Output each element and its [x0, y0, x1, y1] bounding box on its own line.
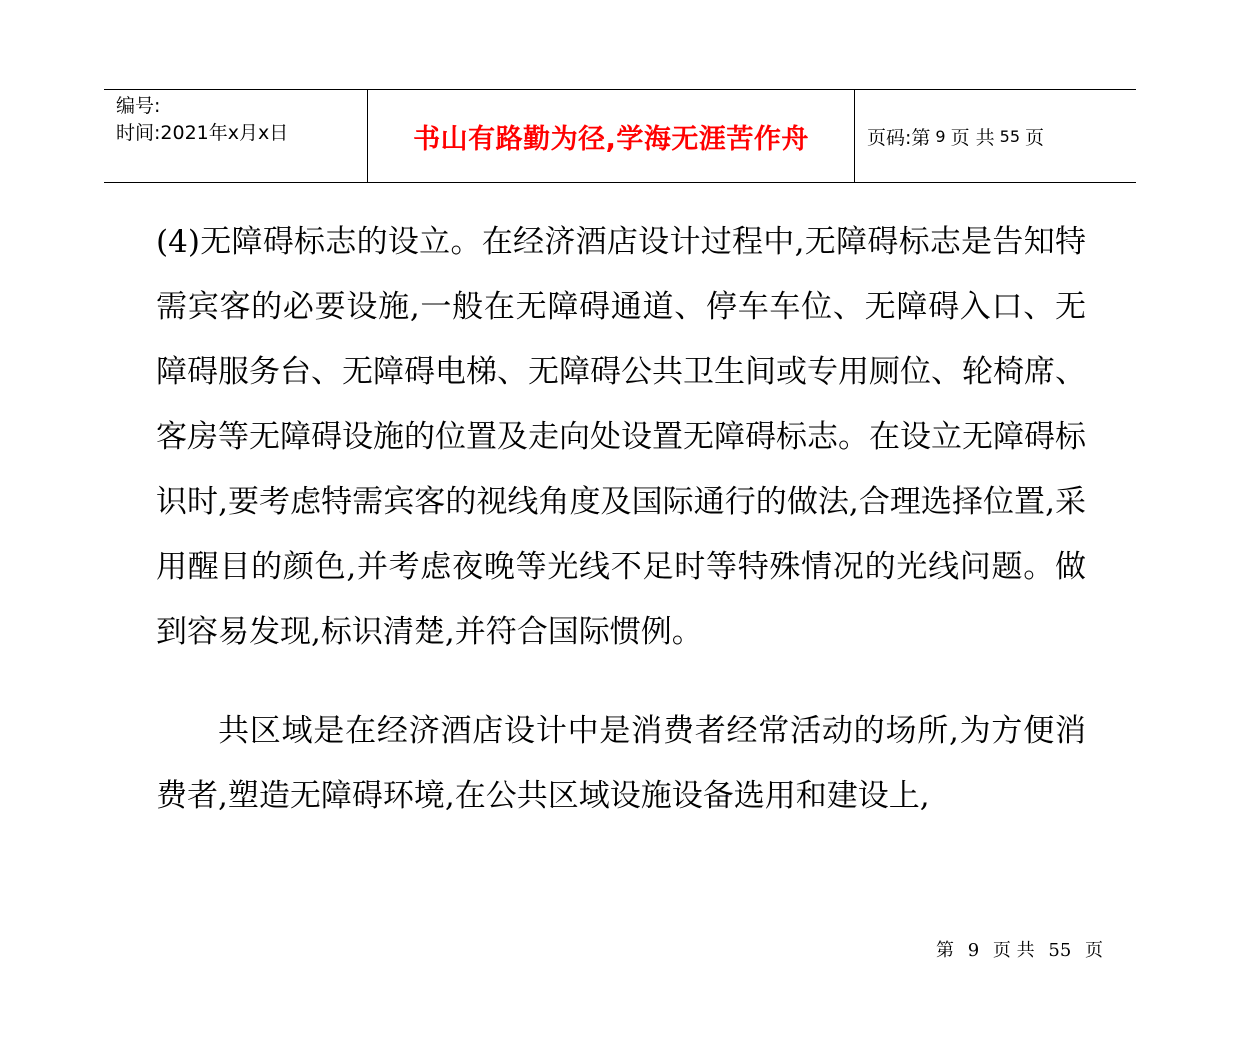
header-motto-cell: [368, 90, 855, 182]
time-label: 时间:2021年x月x日: [116, 122, 289, 144]
footer-suffix: 页: [1085, 940, 1104, 961]
number-label: 编号:: [116, 95, 161, 117]
document-body: [156, 210, 1086, 829]
document-header: [104, 89, 1136, 183]
page-code-label: 页码:第: [867, 126, 931, 149]
page-suffix: 页: [1025, 126, 1045, 149]
page-footer: [936, 936, 1103, 962]
footer-current: 9: [967, 940, 980, 961]
page-separator: 页 共: [950, 126, 995, 149]
footer-prefix: 第: [936, 940, 954, 961]
footer-mid: 页 共: [992, 940, 1035, 961]
header-page-cell: [855, 90, 1136, 182]
footer-total: 55: [1048, 940, 1072, 961]
motto-text: 书山有路勤为径,学海无涯苦作舟: [413, 123, 809, 155]
page-current: 9: [935, 126, 946, 146]
page-total: 55: [999, 126, 1020, 146]
paragraph-public-area: 共区域是在经济酒店设计中是消费者经常活动的场所,为方便消费者,塑造无障碍环境,在公共区域设施设备选用和建设上,: [156, 713, 1086, 814]
paragraph-accessibility-signs: (4)无障碍标志的设立。在经济酒店设计过程中,无障碍标志是告知特需宾客的必要设施,一般在无障碍通道、停车车位、无障碍入口、无障碍服务台、无障碍电梯、无障碍公共卫生间或专用厕位、轮椅席、客房等无障碍设施的位置及走向处设置无障碍标志。在设立无障碍标识时,要考虑特需宾客的视线角度及国际通行的做法,合理选择位置,采用醒目的颜色,并考虑夜晚等光线不足时等特殊情况的光线问题。做到容易发现,标识清楚,并符合国际惯例。: [156, 224, 1086, 650]
header-meta-cell: [104, 90, 368, 182]
